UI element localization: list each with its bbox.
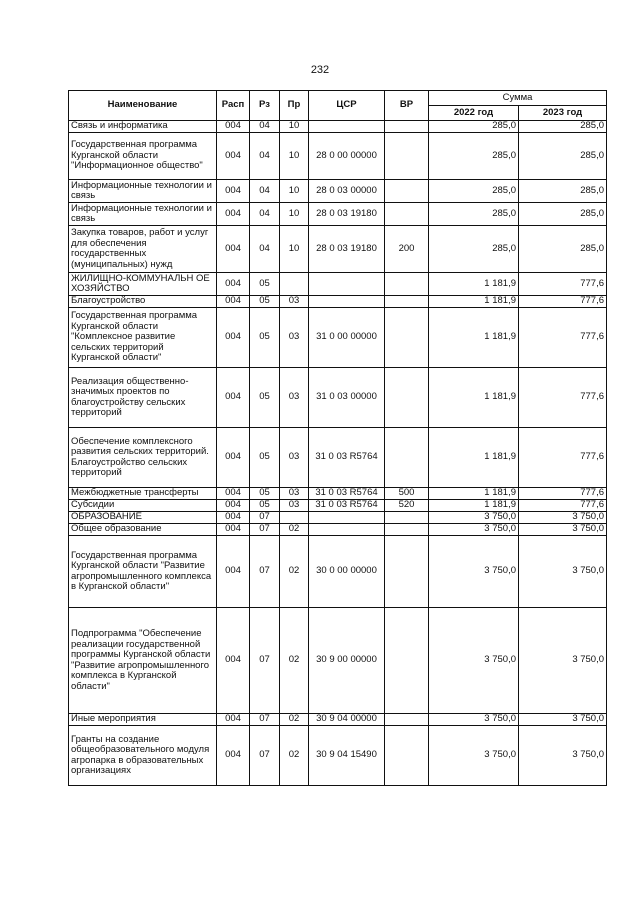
cell-name: Реализация общественно-значимых проектов по благоустройству сельских территорий (69, 368, 217, 428)
cell-pr: 10 (280, 180, 309, 203)
cell-csr: 30 0 00 00000 (309, 536, 385, 608)
cell-y2023: 777,6 (519, 500, 607, 512)
table-header (69, 91, 607, 121)
cell-pr: 02 (280, 536, 309, 608)
cell-pr: 03 (280, 368, 309, 428)
cell-rz: 04 (250, 133, 280, 180)
cell-rz: 05 (250, 488, 280, 500)
cell-csr: 31 0 03 R5764 (309, 488, 385, 500)
cell-csr (309, 296, 385, 308)
cell-vr (385, 524, 429, 536)
header-rz: Рз (250, 91, 280, 121)
cell-csr: 30 9 04 00000 (309, 714, 385, 726)
table-row (69, 536, 607, 608)
cell-rz: 04 (250, 203, 280, 226)
cell-csr: 31 0 03 R5764 (309, 500, 385, 512)
cell-y2023: 3 750,0 (519, 608, 607, 714)
cell-y2023: 777,6 (519, 488, 607, 500)
cell-name: Обеспечение комплексного развития сельских территорий. Благоустройство сельских территорий (69, 428, 217, 488)
cell-y2022: 285,0 (429, 133, 519, 180)
header-rasp: Расп (217, 91, 250, 121)
cell-y2023: 285,0 (519, 133, 607, 180)
cell-rasp: 004 (217, 133, 250, 180)
cell-rasp: 004 (217, 308, 250, 368)
cell-y2022: 1 181,9 (429, 500, 519, 512)
cell-rasp: 004 (217, 121, 250, 133)
page-number: 232 (310, 64, 330, 76)
cell-vr (385, 536, 429, 608)
cell-csr: 28 0 03 00000 (309, 180, 385, 203)
cell-vr (385, 203, 429, 226)
table-row (69, 488, 607, 500)
cell-vr (385, 133, 429, 180)
cell-y2022: 1 181,9 (429, 296, 519, 308)
cell-rasp: 004 (217, 273, 250, 296)
cell-vr (385, 273, 429, 296)
table-row (69, 428, 607, 488)
cell-vr: 200 (385, 226, 429, 273)
cell-vr (385, 180, 429, 203)
cell-y2022: 3 750,0 (429, 608, 519, 714)
cell-pr: 02 (280, 714, 309, 726)
cell-name: Иные мероприятия (69, 714, 217, 726)
cell-pr: 02 (280, 726, 309, 786)
cell-rasp: 004 (217, 368, 250, 428)
cell-rz: 05 (250, 273, 280, 296)
cell-y2022: 1 181,9 (429, 273, 519, 296)
cell-vr (385, 296, 429, 308)
cell-vr (385, 368, 429, 428)
cell-vr (385, 608, 429, 714)
cell-rasp: 004 (217, 203, 250, 226)
table-row (69, 273, 607, 296)
cell-pr: 03 (280, 296, 309, 308)
header-pr: Пр (280, 91, 309, 121)
cell-y2022: 285,0 (429, 203, 519, 226)
header-2023: 2023 год (519, 106, 607, 121)
cell-vr (385, 714, 429, 726)
cell-y2022: 3 750,0 (429, 536, 519, 608)
cell-csr (309, 524, 385, 536)
cell-vr: 500 (385, 488, 429, 500)
cell-pr: 03 (280, 500, 309, 512)
cell-csr: 31 0 00 00000 (309, 308, 385, 368)
cell-rz: 07 (250, 726, 280, 786)
cell-csr: 30 9 00 00000 (309, 608, 385, 714)
cell-vr (385, 726, 429, 786)
budget-table (68, 90, 607, 786)
table-row (69, 203, 607, 226)
cell-name: Информационные технологии и связь (69, 180, 217, 203)
cell-name: Государственная программа Курганской области "Информационное общество" (69, 133, 217, 180)
cell-rasp: 004 (217, 512, 250, 524)
cell-name: Общее образование (69, 524, 217, 536)
cell-vr: 520 (385, 500, 429, 512)
cell-y2022: 1 181,9 (429, 308, 519, 368)
cell-pr: 10 (280, 133, 309, 180)
cell-vr (385, 428, 429, 488)
header-csr: ЦСР (309, 91, 385, 121)
cell-rz: 04 (250, 180, 280, 203)
table-row (69, 180, 607, 203)
cell-y2022: 285,0 (429, 121, 519, 133)
header-2022: 2022 год (429, 106, 519, 121)
cell-csr: 31 0 03 R5764 (309, 428, 385, 488)
cell-name: ОБРАЗОВАНИЕ (69, 512, 217, 524)
cell-name: Государственная программа Курганской области "Развитие агропромышленного комплекса в Курганской области" (69, 536, 217, 608)
table-row (69, 308, 607, 368)
cell-y2023: 285,0 (519, 203, 607, 226)
table-row (69, 512, 607, 524)
cell-name: Государственная программа Курганской области "Комплексное развитие сельских территорий Курганской области" (69, 308, 217, 368)
cell-rz: 05 (250, 368, 280, 428)
cell-rasp: 004 (217, 488, 250, 500)
cell-y2023: 3 750,0 (519, 512, 607, 524)
header-vr: ВР (385, 91, 429, 121)
cell-rz: 07 (250, 512, 280, 524)
cell-name: Связь и информатика (69, 121, 217, 133)
cell-rasp: 004 (217, 726, 250, 786)
cell-y2023: 285,0 (519, 180, 607, 203)
table-row (69, 500, 607, 512)
cell-y2022: 3 750,0 (429, 714, 519, 726)
cell-name: Субсидии (69, 500, 217, 512)
cell-pr (280, 273, 309, 296)
cell-y2023: 777,6 (519, 308, 607, 368)
cell-rz: 05 (250, 308, 280, 368)
cell-csr (309, 121, 385, 133)
table-row (69, 714, 607, 726)
cell-pr (280, 512, 309, 524)
cell-rasp: 004 (217, 608, 250, 714)
cell-y2023: 285,0 (519, 226, 607, 273)
table-row (69, 133, 607, 180)
cell-y2022: 1 181,9 (429, 428, 519, 488)
cell-pr: 10 (280, 203, 309, 226)
cell-rz: 05 (250, 500, 280, 512)
cell-rasp: 004 (217, 714, 250, 726)
table-row (69, 524, 607, 536)
cell-rasp: 004 (217, 524, 250, 536)
cell-y2022: 1 181,9 (429, 368, 519, 428)
cell-y2023: 777,6 (519, 273, 607, 296)
cell-pr: 10 (280, 121, 309, 133)
cell-name: Закупка товаров, работ и услуг для обеспечения государственных (муниципальных) нужд (69, 226, 217, 273)
cell-rasp: 004 (217, 180, 250, 203)
header-name: Наименование (69, 91, 217, 121)
cell-rz: 04 (250, 121, 280, 133)
header-sum: Сумма (429, 91, 607, 106)
cell-y2023: 777,6 (519, 368, 607, 428)
table-row (69, 368, 607, 428)
cell-y2023: 3 750,0 (519, 726, 607, 786)
cell-y2023: 285,0 (519, 121, 607, 133)
cell-y2023: 3 750,0 (519, 524, 607, 536)
cell-vr (385, 512, 429, 524)
cell-y2022: 285,0 (429, 180, 519, 203)
cell-name: Подпрограмма "Обеспечение реализации государственной программы Курганской области "Развитие агропромышленного комплекса в Курганской области" (69, 608, 217, 714)
cell-y2022: 1 181,9 (429, 488, 519, 500)
cell-name: Межбюджетные трансферты (69, 488, 217, 500)
cell-name: Благоустройство (69, 296, 217, 308)
cell-vr (385, 308, 429, 368)
cell-rasp: 004 (217, 536, 250, 608)
cell-csr: 31 0 03 00000 (309, 368, 385, 428)
cell-csr: 28 0 03 19180 (309, 226, 385, 273)
cell-rz: 05 (250, 296, 280, 308)
cell-y2023: 3 750,0 (519, 714, 607, 726)
cell-rz: 04 (250, 226, 280, 273)
cell-rz: 07 (250, 524, 280, 536)
cell-pr: 02 (280, 608, 309, 714)
cell-name: Гранты на создание общеобразовательного модуля агропарка в образовательных организациях (69, 726, 217, 786)
cell-y2023: 3 750,0 (519, 536, 607, 608)
cell-y2022: 3 750,0 (429, 726, 519, 786)
table-row (69, 726, 607, 786)
table-row (69, 608, 607, 714)
cell-pr: 10 (280, 226, 309, 273)
cell-rasp: 004 (217, 226, 250, 273)
cell-rasp: 004 (217, 296, 250, 308)
cell-y2023: 777,6 (519, 296, 607, 308)
cell-y2023: 777,6 (519, 428, 607, 488)
cell-rasp: 004 (217, 500, 250, 512)
cell-pr: 03 (280, 488, 309, 500)
cell-rz: 07 (250, 536, 280, 608)
cell-name: ЖИЛИЩНО-КОММУНАЛЬН ОЕ ХОЗЯЙСТВО (69, 273, 217, 296)
cell-vr (385, 121, 429, 133)
cell-csr: 30 9 04 15490 (309, 726, 385, 786)
table-row (69, 296, 607, 308)
cell-rz: 05 (250, 428, 280, 488)
cell-pr: 03 (280, 428, 309, 488)
cell-y2022: 285,0 (429, 226, 519, 273)
cell-csr (309, 273, 385, 296)
cell-y2022: 3 750,0 (429, 524, 519, 536)
cell-csr (309, 512, 385, 524)
cell-rz: 07 (250, 714, 280, 726)
cell-name: Информационные технологии и связь (69, 203, 217, 226)
cell-pr: 03 (280, 308, 309, 368)
cell-y2022: 3 750,0 (429, 512, 519, 524)
cell-rz: 07 (250, 608, 280, 714)
cell-rasp: 004 (217, 428, 250, 488)
cell-csr: 28 0 00 00000 (309, 133, 385, 180)
table-row (69, 121, 607, 133)
cell-csr: 28 0 03 19180 (309, 203, 385, 226)
table-body (69, 121, 607, 786)
cell-pr: 02 (280, 524, 309, 536)
table-row (69, 226, 607, 273)
